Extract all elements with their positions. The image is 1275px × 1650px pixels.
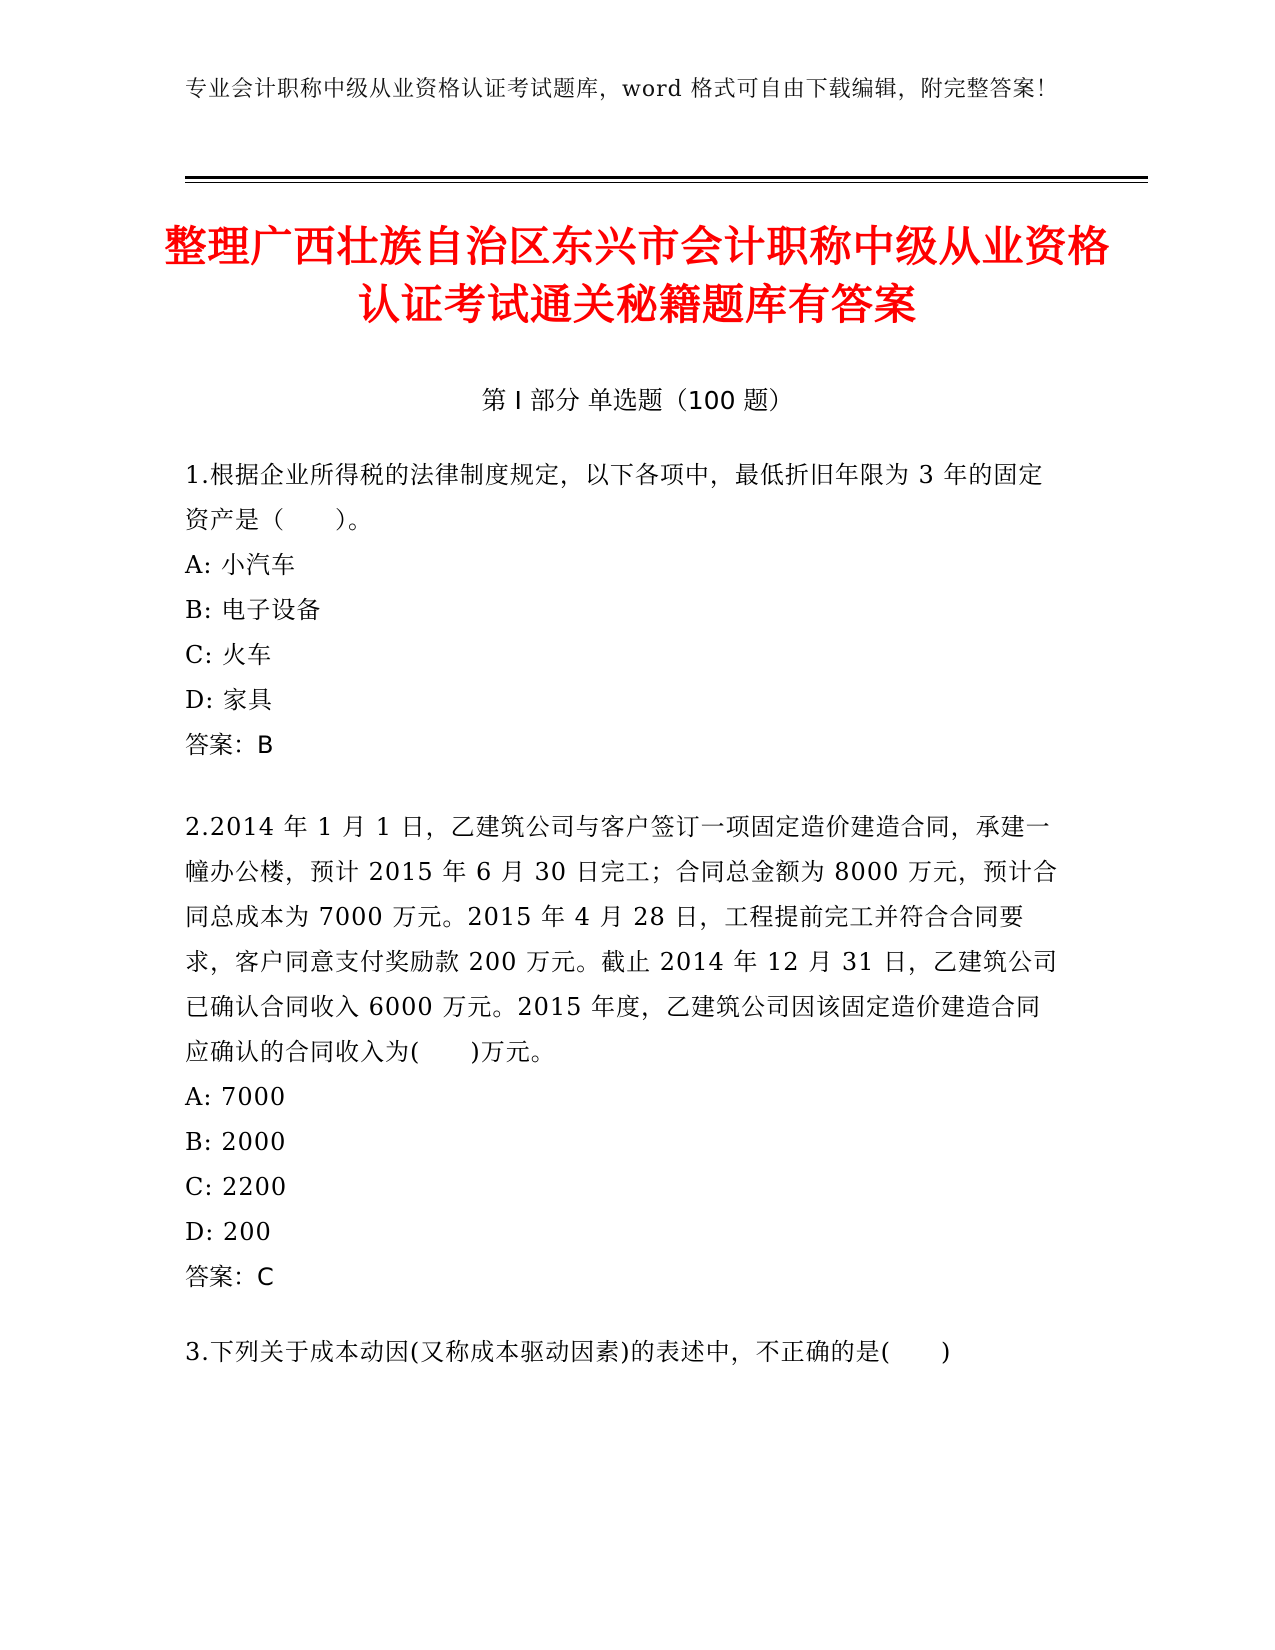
question-2 — [185, 805, 1065, 1300]
option-a: A: 7000 — [185, 1083, 287, 1111]
question-stem: 1.根据企业所得税的法律制度规定，以下各项中，最低折旧年限为 3 年的固定资产是（ ）。 — [185, 461, 1044, 534]
answer: 答案：B — [185, 731, 274, 759]
option-d: D: 200 — [185, 1218, 272, 1246]
section-title: 第 I 部分 单选题（100 题） — [481, 386, 794, 415]
question-stem: 3.下列关于成本动因(又称成本驱动因素)的表述中，不正确的是( ) — [185, 1338, 952, 1366]
header-rule-thin — [185, 182, 1148, 183]
header-rule-thick — [185, 176, 1148, 179]
option-d: D: 家具 — [185, 686, 273, 714]
option-c: C: 2200 — [185, 1173, 288, 1201]
option-b: B: 电子设备 — [185, 596, 322, 624]
option-b: B: 2000 — [185, 1128, 287, 1156]
question-stem: 2.2014 年 1 月 1 日，乙建筑公司与客户签订一项固定造价建造合同，承建一幢办公楼，预计 2015 年 6 月 30 日完工；合同总金额为 8000 万元，预计合同总成本为 7000 万元。2015 年 4 月 28 日，工程提前完工并符合合同要求，客户同意支付奖励款 200 万元。截止 2014 年 12 月 31 日，乙建筑公司已确认合同收入 6000 万元。2015 年度，乙建筑公司因该固定造价建造合同应确认的合同收入为( )万元。 — [185, 813, 1058, 1066]
answer: 答案：C — [185, 1263, 274, 1291]
header-note: 专业会计职称中级从业资格认证考试题库，word 格式可自由下载编辑，附完整答案！ — [185, 77, 1059, 102]
option-a: A: 小汽车 — [185, 551, 297, 579]
document-title: 整理广西壮族自治区东兴市会计职称中级从业资格认证考试通关秘籍题库有答案 — [164, 222, 1111, 329]
question-1 — [185, 453, 1065, 768]
option-c: C: 火车 — [185, 641, 273, 669]
question-3 — [185, 1330, 1065, 1375]
